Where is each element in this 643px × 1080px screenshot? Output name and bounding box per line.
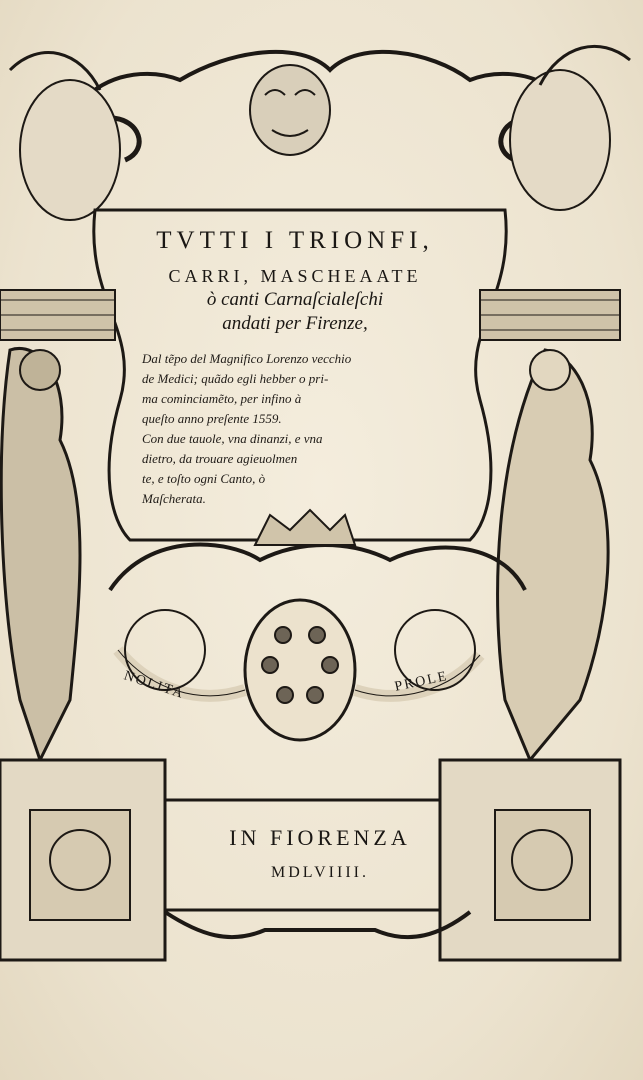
lion-panel-left — [30, 810, 130, 920]
motto-left: NOLITA — [121, 668, 187, 703]
description-text — [142, 350, 462, 510]
caryatid-left-satyr — [1, 348, 80, 760]
cherub-left — [20, 80, 120, 220]
imprint-year: MDLVIIII. — [271, 864, 369, 881]
imprint — [180, 824, 460, 886]
lion-panel-right — [495, 810, 590, 920]
description-line: Dal tẽpo del Magnifico Lorenzo vecchio — [142, 351, 352, 366]
motto-right: PROLE — [393, 668, 450, 695]
subtitle-line-1: CARRI, MASCHEAATE — [168, 266, 422, 286]
description-line: queſto anno preſente 1559. — [142, 411, 282, 426]
subtitle-line-3: andati per Firenze, — [222, 313, 368, 334]
cherub-right — [510, 70, 610, 210]
grotesque-mask — [250, 65, 330, 155]
medici-shield — [245, 600, 355, 740]
description-line: ma cominciamẽto, per infino à — [142, 391, 302, 406]
title-block — [130, 226, 460, 336]
crown — [255, 510, 355, 545]
description-line: dietro, da trouare agieuolmen — [142, 451, 298, 466]
imprint-place: IN FIORENZA — [229, 825, 411, 850]
description-line: de Medici; quãdo egli hebber o pri- — [142, 371, 329, 386]
description-line: te, e toſto ogni Canto, ò — [142, 471, 266, 486]
bottom-molding — [165, 912, 470, 937]
lower-arch — [110, 545, 525, 590]
description-line: Con due tauole, vna dinanzi, e vna — [142, 431, 323, 446]
subtitle-line-2: ò canti Carnaſcialeſchi — [206, 289, 384, 310]
main-title: TVTTI I TRIONFI, — [156, 227, 434, 254]
caryatid-right-woman — [498, 350, 609, 760]
description-line: Maſcherata. — [142, 491, 206, 506]
